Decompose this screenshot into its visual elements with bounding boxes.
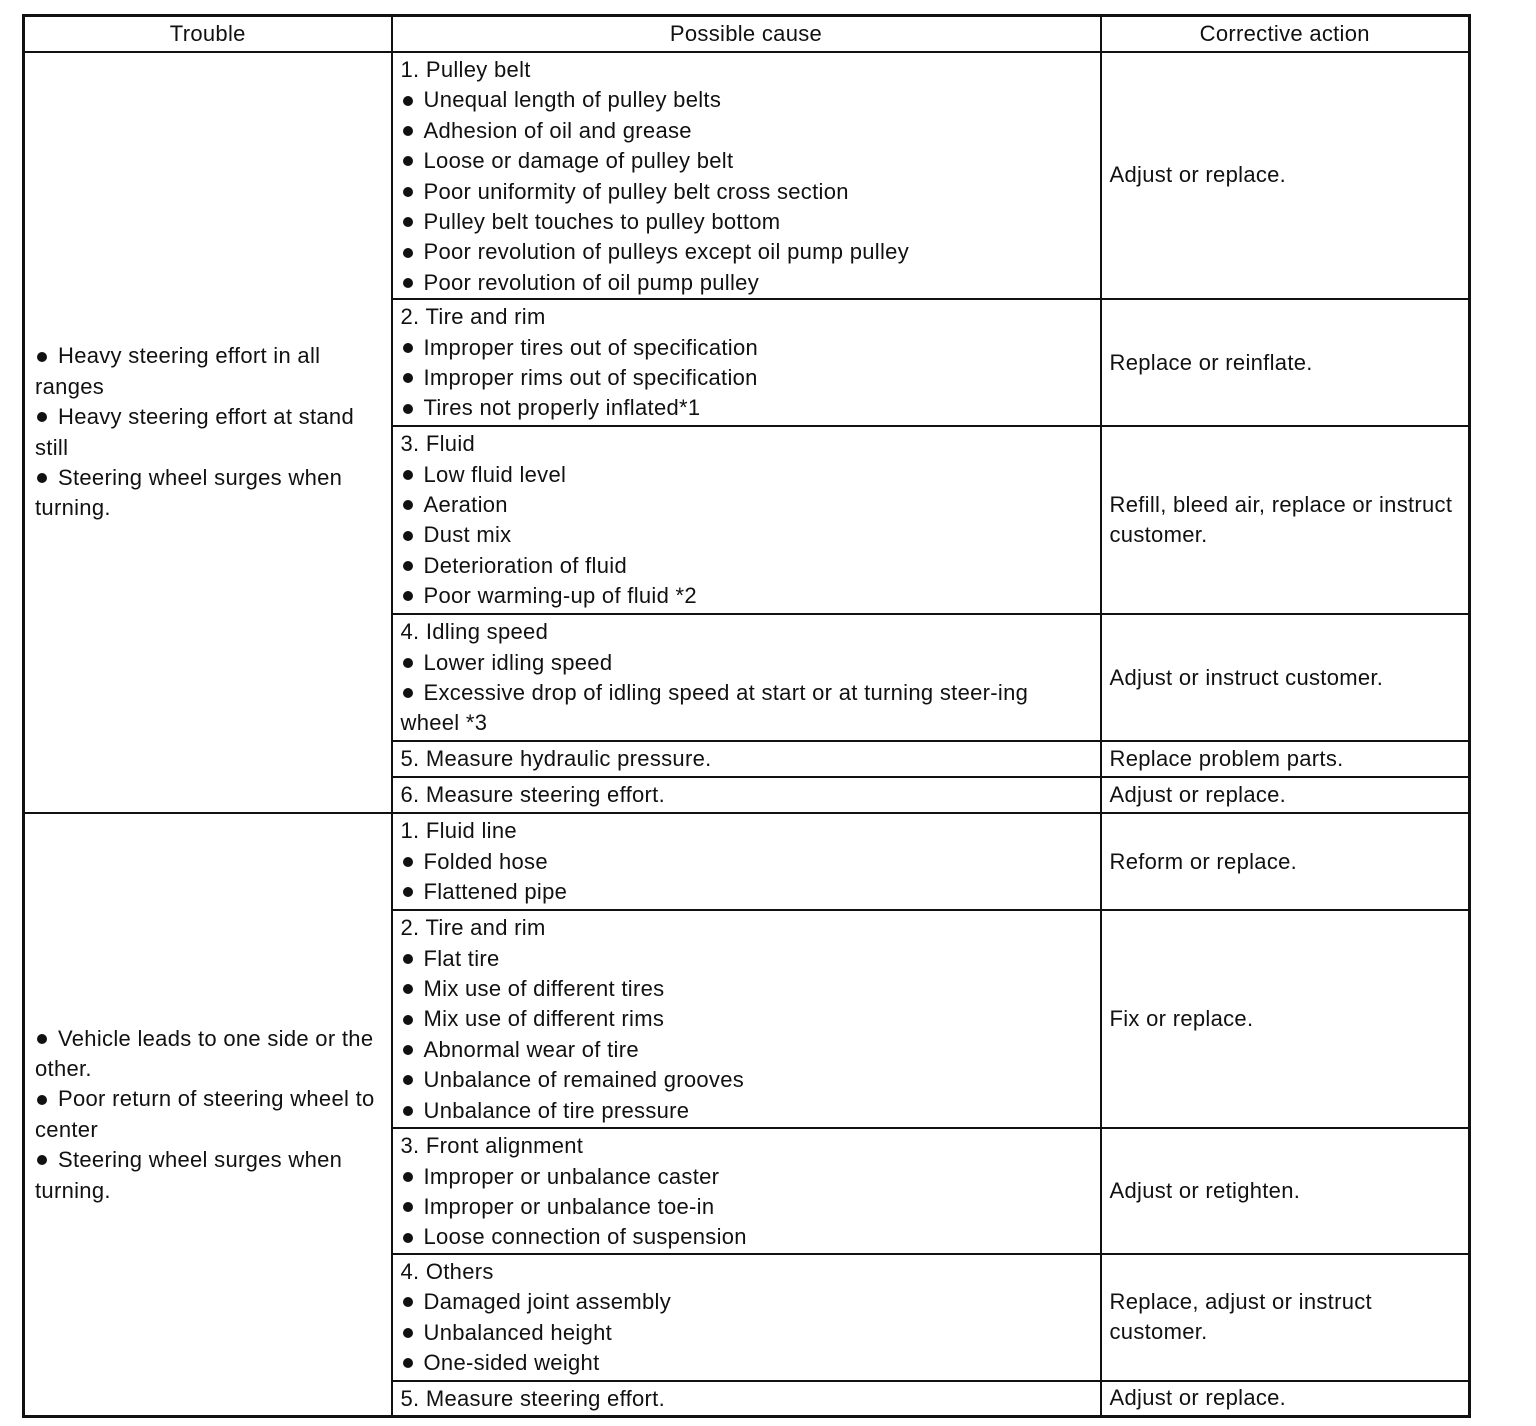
header-row bbox=[24, 16, 1470, 53]
possible-cause-cell bbox=[392, 614, 1101, 741]
bullet-icon bbox=[403, 1172, 413, 1182]
cause-item-text: Improper rims out of specification bbox=[423, 365, 758, 391]
cause-title: 3. Fluid bbox=[400, 431, 476, 457]
cause-item-text: Loose or damage of pulley belt bbox=[423, 148, 734, 174]
possible-cause-cell bbox=[392, 910, 1101, 1128]
cause-item-text: Poor revolution of oil pump pulley bbox=[423, 269, 759, 295]
trouble-text: Steering wheel surges when turning. bbox=[35, 1147, 343, 1203]
cause-item bbox=[401, 1065, 1092, 1095]
cause-item bbox=[401, 237, 1092, 267]
bullet-icon bbox=[403, 187, 413, 197]
bullet-icon bbox=[403, 688, 413, 698]
cause-item-text: Mix use of different tires bbox=[423, 976, 665, 1002]
cause-title: 4. Idling speed bbox=[400, 619, 549, 645]
cause-item bbox=[401, 551, 1092, 581]
bullet-icon bbox=[403, 954, 413, 964]
possible-cause-cell bbox=[392, 1128, 1101, 1254]
cause-item-text: Deterioration of fluid bbox=[423, 552, 627, 578]
cause-item bbox=[401, 207, 1092, 237]
trouble-item bbox=[35, 1024, 387, 1085]
bullet-icon bbox=[403, 887, 413, 897]
corrective-action-text: Refill, bleed air, replace or instruct customer. bbox=[1109, 491, 1453, 548]
bullet-icon bbox=[403, 156, 413, 166]
bullet-icon bbox=[403, 126, 413, 136]
cause-title: 4. Others bbox=[400, 1258, 494, 1284]
bullet-icon bbox=[403, 857, 413, 867]
corrective-action-cell bbox=[1101, 813, 1470, 910]
cause-item bbox=[401, 520, 1092, 550]
corrective-action-text: Replace, adjust or instruct customer. bbox=[1109, 1288, 1372, 1345]
cause-title: 2. Tire and rim bbox=[400, 915, 546, 941]
cause-item-text: Excessive drop of idling speed at start or at turning steer-ing wheel *3 bbox=[400, 680, 1029, 736]
bullet-icon bbox=[403, 1358, 413, 1368]
cause-item-text: Improper tires out of specification bbox=[423, 334, 759, 360]
cause-item-text: Improper or unbalance caster bbox=[423, 1163, 720, 1189]
cause-item bbox=[401, 581, 1092, 611]
cause-item-text: Flattened pipe bbox=[423, 879, 568, 905]
cause-item bbox=[401, 1004, 1092, 1034]
cause-item-text: Aeration bbox=[423, 492, 508, 518]
cause-item bbox=[401, 648, 1092, 678]
corrective-action-text: Adjust or replace. bbox=[1109, 162, 1287, 188]
cause-item-text: Mix use of different rims bbox=[423, 1006, 665, 1032]
bullet-icon bbox=[37, 1095, 47, 1105]
trouble-item bbox=[35, 463, 387, 524]
cause-item-text: Poor revolution of pulleys except oil pump pulley bbox=[423, 239, 910, 265]
bullet-icon bbox=[37, 352, 47, 362]
corrective-action-text: Adjust or retighten. bbox=[1109, 1177, 1301, 1203]
cause-item-text: Unbalance of tire pressure bbox=[423, 1097, 690, 1123]
cause-item-text: Unbalanced height bbox=[423, 1319, 613, 1345]
troubleshooting-table-page bbox=[22, 14, 1468, 1418]
corrective-action-cell bbox=[1101, 1381, 1470, 1417]
cause-item bbox=[401, 333, 1092, 363]
cause-item bbox=[401, 177, 1092, 207]
bullet-icon bbox=[37, 473, 47, 483]
corrective-action-cell bbox=[1101, 1128, 1470, 1254]
cause-item bbox=[401, 363, 1092, 393]
bullet-icon bbox=[403, 1328, 413, 1338]
cause-item bbox=[401, 974, 1092, 1004]
cause-title: 1. Fluid line bbox=[400, 818, 517, 844]
bullet-icon bbox=[37, 1155, 47, 1165]
bullet-icon bbox=[403, 343, 413, 353]
bullet-icon bbox=[37, 412, 47, 422]
cause-item-text: Loose connection of suspension bbox=[423, 1224, 747, 1250]
cause-item-text: Dust mix bbox=[423, 522, 512, 548]
bullet-icon bbox=[403, 278, 413, 288]
cause-title: 5. Measure steering effort. bbox=[400, 1385, 665, 1411]
header-possible-cause: Possible cause bbox=[392, 16, 1101, 53]
cause-item bbox=[401, 1096, 1092, 1126]
bullet-icon bbox=[403, 470, 413, 480]
cause-item-text: Abnormal wear of tire bbox=[423, 1036, 639, 1062]
trouble-item bbox=[35, 1145, 387, 1206]
trouble-cell bbox=[24, 52, 392, 813]
trouble-text: Steering wheel surges when turning. bbox=[35, 465, 343, 521]
cause-item bbox=[401, 116, 1092, 146]
cause-item-text: Damaged joint assembly bbox=[423, 1289, 671, 1315]
bullet-icon bbox=[403, 1015, 413, 1025]
cause-item-text: Tires not properly inflated*1 bbox=[423, 395, 701, 421]
cause-item-text: Adhesion of oil and grease bbox=[423, 117, 692, 143]
bullet-icon bbox=[403, 248, 413, 258]
cause-item bbox=[401, 1162, 1092, 1192]
corrective-action-cell bbox=[1101, 1254, 1470, 1381]
bullet-icon bbox=[403, 591, 413, 601]
bullet-icon bbox=[403, 1106, 413, 1116]
possible-cause-cell bbox=[392, 813, 1101, 910]
cause-item-text: Low fluid level bbox=[423, 461, 567, 487]
corrective-action-cell bbox=[1101, 52, 1470, 299]
bullet-icon bbox=[403, 1202, 413, 1212]
table-body bbox=[24, 52, 1470, 1417]
possible-cause-cell bbox=[392, 741, 1101, 777]
corrective-action-cell bbox=[1101, 614, 1470, 741]
bullet-icon bbox=[403, 404, 413, 414]
trouble-item bbox=[35, 402, 387, 463]
corrective-action-cell bbox=[1101, 426, 1470, 614]
cause-item bbox=[401, 1222, 1092, 1252]
trouble-text: Heavy steering effort in all ranges bbox=[35, 343, 321, 399]
corrective-action-cell bbox=[1101, 910, 1470, 1128]
cause-item bbox=[401, 1318, 1092, 1348]
corrective-action-cell bbox=[1101, 741, 1470, 777]
cause-title: 6. Measure steering effort. bbox=[400, 782, 665, 808]
cause-item-text: Unbalance of remained grooves bbox=[423, 1067, 745, 1093]
cause-item bbox=[401, 944, 1092, 974]
cause-item-text: Improper or unbalance toe-in bbox=[423, 1194, 715, 1220]
bullet-icon bbox=[403, 96, 413, 106]
cause-item bbox=[401, 460, 1092, 490]
corrective-action-text: Replace or reinflate. bbox=[1109, 349, 1313, 375]
cause-item bbox=[401, 1035, 1092, 1065]
cause-item bbox=[401, 490, 1092, 520]
bullet-icon bbox=[403, 531, 413, 541]
corrective-action-text: Reform or replace. bbox=[1109, 848, 1298, 874]
cause-item bbox=[401, 678, 1092, 739]
corrective-action-text: Adjust or instruct customer. bbox=[1109, 664, 1384, 690]
bullet-icon bbox=[403, 658, 413, 668]
cause-title: 1. Pulley belt bbox=[400, 57, 531, 82]
header-trouble: Trouble bbox=[24, 16, 392, 53]
possible-cause-cell bbox=[392, 777, 1101, 813]
cause-item bbox=[401, 146, 1092, 176]
trouble-item bbox=[35, 341, 387, 402]
cause-item bbox=[401, 1287, 1092, 1317]
cause-item-text: One-sided weight bbox=[423, 1350, 600, 1376]
corrective-action-text: Adjust or replace. bbox=[1109, 782, 1287, 808]
trouble-text: Heavy steering effort at stand still bbox=[35, 404, 354, 460]
cause-item bbox=[401, 847, 1092, 877]
bullet-icon bbox=[403, 373, 413, 383]
cause-title: 5. Measure hydraulic pressure. bbox=[400, 746, 712, 772]
trouble-cell bbox=[24, 813, 392, 1417]
cause-item bbox=[401, 1348, 1092, 1378]
corrective-action-text: Adjust or replace. bbox=[1109, 1385, 1287, 1411]
cause-item-text: Poor warming-up of fluid *2 bbox=[423, 583, 697, 609]
bullet-icon bbox=[403, 500, 413, 510]
possible-cause-cell bbox=[392, 299, 1101, 426]
bullet-icon bbox=[403, 1075, 413, 1085]
troubleshooting-table bbox=[22, 14, 1471, 1418]
header-corrective-action: Corrective action bbox=[1101, 16, 1470, 53]
cause-item bbox=[401, 85, 1092, 115]
corrective-action-cell bbox=[1101, 299, 1470, 426]
cause-title: 2. Tire and rim bbox=[400, 304, 546, 330]
cause-item bbox=[401, 877, 1092, 907]
table-row bbox=[24, 52, 1470, 299]
bullet-icon bbox=[403, 217, 413, 227]
cause-item bbox=[401, 268, 1092, 298]
cause-title: 3. Front alignment bbox=[400, 1133, 584, 1159]
possible-cause-cell bbox=[392, 52, 1101, 299]
cause-item-text: Flat tire bbox=[423, 945, 500, 971]
bullet-icon bbox=[403, 1297, 413, 1307]
corrective-action-cell bbox=[1101, 777, 1470, 813]
cause-item-text: Unequal length of pulley belts bbox=[423, 87, 722, 113]
possible-cause-cell bbox=[392, 1381, 1101, 1417]
cause-item-text: Pulley belt touches to pulley bottom bbox=[423, 209, 781, 235]
possible-cause-cell bbox=[392, 1254, 1101, 1381]
trouble-item bbox=[35, 1084, 387, 1145]
cause-item-text: Lower idling speed bbox=[423, 649, 613, 675]
corrective-action-text: Fix or replace. bbox=[1109, 1006, 1254, 1032]
corrective-action-text: Replace problem parts. bbox=[1109, 746, 1344, 772]
cause-item bbox=[401, 1192, 1092, 1222]
bullet-icon bbox=[403, 561, 413, 571]
cause-item-text: Poor uniformity of pulley belt cross section bbox=[423, 178, 849, 204]
table-row bbox=[24, 813, 1470, 910]
bullet-icon bbox=[403, 984, 413, 994]
possible-cause-cell bbox=[392, 426, 1101, 614]
bullet-icon bbox=[403, 1233, 413, 1243]
bullet-icon bbox=[37, 1034, 47, 1044]
cause-item bbox=[401, 393, 1092, 423]
trouble-text: Poor return of steering wheel to center bbox=[35, 1086, 375, 1142]
cause-item-text: Folded hose bbox=[423, 848, 548, 874]
trouble-text: Vehicle leads to one side or the other. bbox=[35, 1025, 374, 1081]
bullet-icon bbox=[403, 1045, 413, 1055]
